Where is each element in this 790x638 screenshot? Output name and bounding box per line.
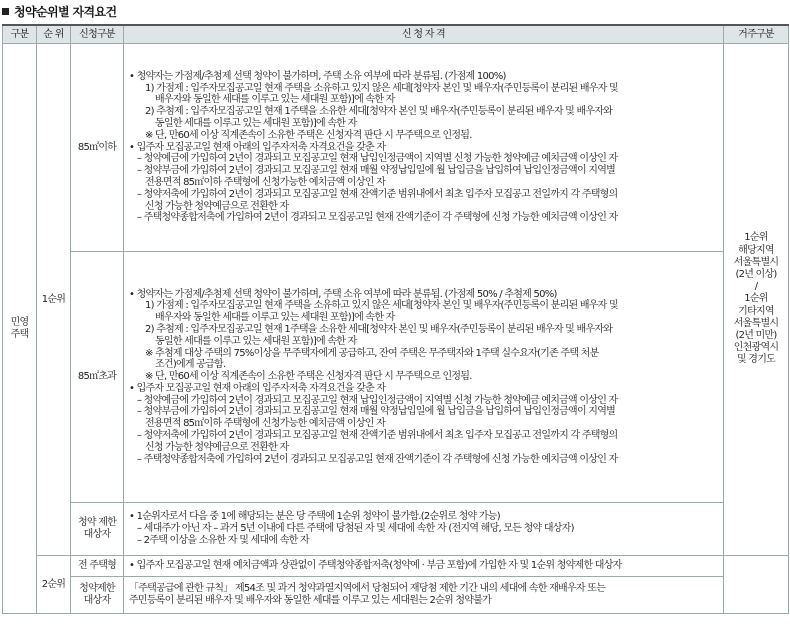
residence-line: 해당지역 [738, 244, 774, 256]
qualification-restricted2 [124, 577, 724, 614]
text-line: 전용면적 85㎡이하 주택형에 신청가능한 예치금액 이상인 자 [145, 176, 385, 188]
residence-line: 및 경기도 [736, 354, 776, 366]
residence-line: 1순위 [744, 232, 768, 244]
text-line: 주민등록이 분리된 배우자 및 배우자와 동일한 세대를 이루고 있는 세대원는 2순위 청약불가 [129, 595, 491, 606]
header-category: 구분 [3, 25, 37, 44]
text-line: 신청 가능한 청약예금으로 전환한 자 [145, 200, 289, 212]
text-line: 「주택공급에 관한 규칙」 제54조 및 과거 청약과열지역에서 당첨되어 재당첨 제한 기간 내의 세대에 속한 재배우자 또는 [129, 583, 606, 595]
residence-line: / [754, 281, 758, 293]
text-line: 신청 가능한 청약예금으로 전환한 자 [145, 441, 289, 453]
text-line: – 2주택 이상을 소유한 자 및 세대에 속한 자 [137, 534, 309, 546]
text-line: 1) 가점제 : 입주자모집공고일 현재 주택을 소유하고 있지 않은 세대[청약자 본인 및 배우자(주민등록이 분리된 배우자 및 [145, 82, 618, 94]
type-restricted-cell: 청약 제한 대상자 [71, 503, 124, 556]
rank2-cell: 2순위 [37, 556, 71, 614]
text-line: 동일한 세대를 이루고 있는 세대원 포함)]에 속한 자 [155, 118, 357, 129]
header-apply-type: 신청구분 [71, 25, 124, 44]
text-line: – 청약저축에 가입하여 2년이 경과되고 모집공고일 현재 잔액기준 범위내에서 최초 입주자 모집공고 전일까지 각 주택형의 [137, 430, 618, 442]
text-line: ※ 추첨제 대상 주택의 75%이상을 무주택자에게 공급하고, 잔여 주택은 무주택자와 1주택 실수요자(기존 주택 처분 [145, 347, 599, 359]
text-line: – 주택청약종합저축에 가입하여 2년이 경과되고 모집공고일 현재 잔액기준이 각 주택형에 신청 가능한 예치금액 이상인 자 [137, 212, 618, 224]
text-line: • 입주자 모집공고일 현재 예치금액과 상관없이 주택청약종합저축(청약예 · 부금 포함)에 가입한 자 및 1순위 청약제한 대상자 [129, 560, 622, 572]
residence-line: 서울특별시 [733, 317, 779, 329]
type-85-under-cell: 85㎡이하 [71, 44, 124, 252]
qualification-all-house [124, 556, 724, 577]
header-residence: 거주구분 [724, 25, 789, 44]
table-row [3, 577, 789, 614]
text-line: – 청약저축에 가입하여 2년이 경과되고 모집공고일 현재 잔액기준 범위내에서 최초 입주자 모집공고 전일까지 각 주택형의 [137, 188, 618, 200]
text-line: • 청약자는 가점제/추첨제 선택 청약이 불가하며, 주택 소유 여부에 따라 분류됨. (가점제 100%) [129, 70, 506, 82]
header-qualification: 신 청 자 격 [124, 25, 724, 44]
type-all-house-cell: 전 주택형 [71, 556, 124, 577]
text-line: – 청약예금에 가입하여 2년이 경과되고 모집공고일 현재 납입인정금액이 지역별 신청 가능한 청약예금 예치금액 이상인 자 [137, 153, 618, 165]
text-line: • 청약자는 가점제/추첨제 선택 청약이 불가하며, 주택 소유 여부에 따라 분류됨. (가점제 50% / 추첨제 50%) [129, 288, 557, 300]
residence-line: 1순위 [744, 293, 768, 305]
qualification-85-under [124, 44, 724, 252]
qualification-85-over [124, 252, 724, 503]
table-row [3, 556, 789, 577]
section-title [2, 2, 117, 20]
residence-line: 기타지역 [738, 305, 774, 317]
table-row [3, 44, 789, 252]
residence-cell [724, 44, 789, 556]
header-rank: 순 위 [37, 25, 71, 44]
table-row [3, 252, 789, 503]
table-header-row [3, 25, 789, 44]
text-line: • 입주자 모집공고일 현재 아래의 입주자저축 자격요건을 갖춘 자 [129, 141, 386, 153]
residence-line: 서울특별시 [733, 256, 779, 268]
text-line: 2) 추첨제 : 입주자모집공고일 현재 1주택을 소유한 세대[청약자 본인 및 배우자(주민등록이 분리된 배우자 및 배우자와 [145, 323, 613, 335]
residence-line: (2년 미만) [735, 329, 777, 341]
category-cell: 민영 주택 [3, 44, 37, 614]
text-line: – 청약부금에 가입하여 2년이 경과되고 모집공고일 현재 매월 약정납입일에 월 납입금을 납입하여 납입인정금액이 지역별 [137, 406, 616, 418]
qualification-restricted [124, 503, 724, 556]
type-85-over-cell: 85㎡초과 [71, 252, 124, 503]
text-line: ※ 단, 만60세 이상 직계존속이 소유한 주택은 신청자격 판단 시 무주택으로 인정됨. [145, 371, 472, 383]
rank1-cell: 1순위 [37, 44, 71, 556]
text-line: – 주택청약종합저축에 가입하여 2년이 경과되고 모집공고일 현재 잔액기준이 각 주택형에 신청 가능한 예치금액 이상인 자 [137, 453, 618, 465]
residence-empty-cell [724, 556, 789, 614]
text-line: – 청약예금에 가입하여 2년이 경과되고 모집공고일 현재 납입인정금액이 지역별 신청 가능한 청약예금 예치금액 이상인 자 [137, 394, 618, 406]
text-line: – 청약부금에 가입하여 2년이 경과되고 모집공고일 현재 매월 약정납입일에 월 납입금을 납입하여 납입인정금액이 지역별 [137, 165, 616, 177]
text-line: 동일한 세대를 이루고 있는 세대원 포함)]에 속한 자 [155, 335, 357, 347]
text-line: 1) 가점제 : 입주자모집공고일 현재 주택을 소유하고 있지 않은 세대[청약자 본인 및 배우자(주민등록이 분리된 배우자 및 [145, 300, 618, 312]
type-restricted2-cell: 청약제한 대상자 [71, 577, 124, 614]
text-line: 배우자와 동일한 세대를 이루고 있는 세대원 포함)]에 속한 자 [155, 94, 395, 106]
text-line: 조건)에게 공급함. [155, 359, 226, 371]
square-bullet-icon [2, 8, 9, 15]
text-line: ※ 단, 만60세 이상 직계존속이 소유한 주택은 신청자격 판단 시 무주택으로 인정됨. [145, 129, 472, 141]
text-line: 전용면적 85㎡이하 주택형에 신청가능한 예치금액 이상인 자 [145, 418, 385, 430]
text-line: • 1순위자로서 다음 중 1에 해당되는 분은 당 주택에 1순위 청약이 불가함.(2순위로 청약 가능) [129, 511, 500, 523]
text-line: 배우자와 동일한 세대를 이루고 있는 세대원 포함)]에 속한 자 [155, 312, 395, 324]
residence-line: 인천광역시 [733, 342, 779, 354]
residence-line: (2년 이상) [735, 269, 777, 281]
text-line: – 세대주가 아닌 자 – 과거 5년 이내에 다른 주택에 당첨된 자 및 세대에 속한 자 (전지역 해당, 모든 청약 대상자) [137, 523, 574, 535]
text-line: • 입주자 모집공고일 현재 아래의 입주자저축 자격요건을 갖춘 자 [129, 382, 386, 394]
text-line: 2) 추첨제 : 입주자모집공고일 현재 1주택을 소유한 세대[청약자 본인 및 배우자(주민등록이 분리된 배우자 및 배우자와 [145, 106, 613, 118]
table-row [3, 503, 789, 556]
section-title-text: 청약순위별 자격요건 [14, 4, 117, 19]
eligibility-table [2, 24, 789, 614]
